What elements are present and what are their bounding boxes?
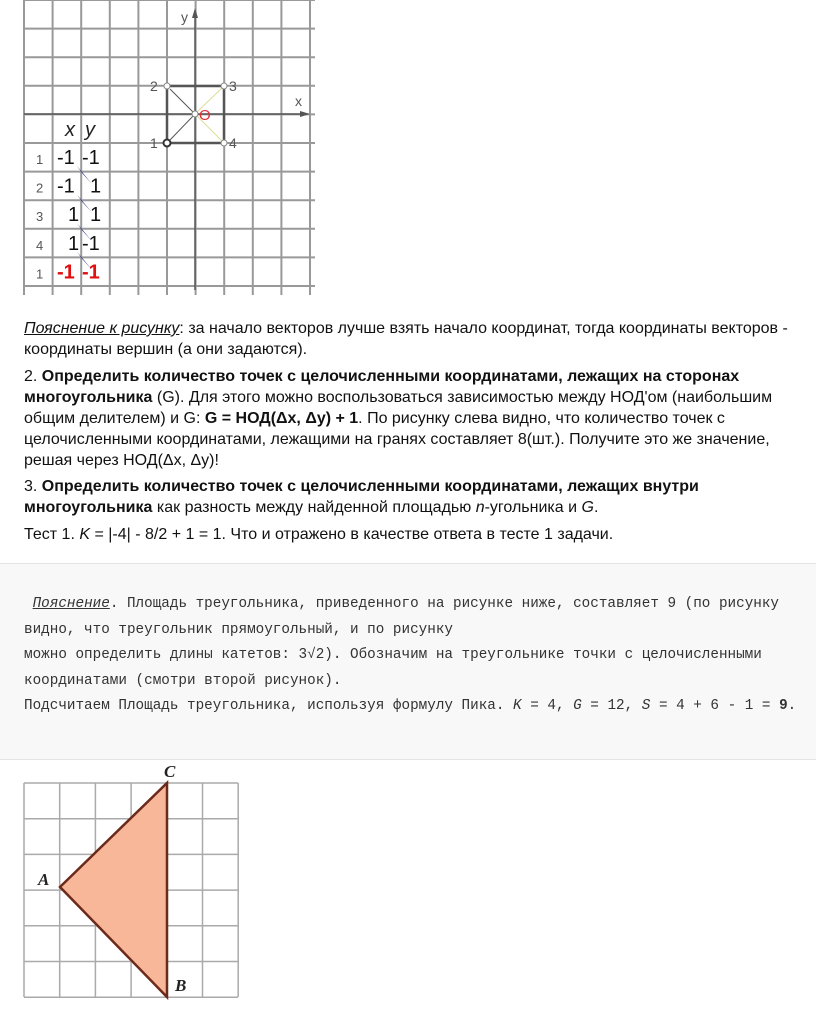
lead: Пояснение: [32, 596, 110, 612]
table-cell: -1: [82, 232, 100, 255]
x-label: x: [295, 93, 302, 109]
text: : за начало векторов лучше взять начало координат, тогда координаты векторов - координаты вершин (а они задаются).: [24, 320, 788, 358]
text: можно определить длины катетов: 3√2). Обозначим на треугольнике точки с целочисленными координатами (смотри второй рисунок).: [24, 647, 762, 689]
num: 2.: [24, 368, 42, 385]
var: G: [581, 499, 594, 516]
text: как разность между найденной площадью: [152, 499, 476, 516]
var: K: [79, 526, 91, 543]
vector-figure: [0, 0, 330, 300]
formula: G = НОД(Δx, Δy) + 1: [204, 410, 359, 427]
test-1: [24, 524, 794, 545]
table-cell: -1: [82, 261, 100, 284]
vertex-c-label: C: [164, 762, 176, 781]
origin-label: O: [199, 107, 211, 124]
text: .: [787, 698, 797, 714]
num: 3.: [24, 478, 42, 495]
table-cell: 1: [36, 266, 44, 282]
vertex-b-label: B: [175, 976, 187, 995]
y-label: y: [181, 9, 188, 25]
text: . По рисунку слева видно, что количество точек с целочисленными координатами, лежащими на гранях составляет 8(шт.). Получите это же значение, решая через НОД(Δx, Δy)!: [24, 410, 770, 469]
text: (G). Для этого можно воспользоваться зависимостью между НОД'ом (наибольшим общим делителем) и G:: [24, 389, 773, 427]
table-cell: -1: [57, 261, 75, 284]
table-cell: 2: [36, 180, 44, 196]
text: = 4 + 6 - 1 =: [650, 698, 780, 714]
table-cell: -1: [57, 147, 75, 169]
point-label: 2: [150, 78, 158, 94]
step-2: [24, 366, 794, 471]
triangle-figure: [0, 760, 260, 1022]
var: G: [573, 698, 582, 714]
figure-explanation: [24, 318, 794, 360]
table-cell: 1: [68, 232, 80, 255]
text: = 12,: [581, 698, 642, 714]
text: . Площадь треугольника, приведенного на рисунке ниже, составляет 9 (по рисунку видно, что треугольник прямоугольный, и по рисунку: [24, 596, 780, 638]
vertex-a-label: A: [38, 870, 50, 889]
text: .: [593, 499, 599, 516]
point-label: 3: [229, 78, 237, 94]
var: n: [475, 499, 485, 516]
bold: Определить количество точек с целочисленными координатами, лежащих внутри многоугольника: [24, 478, 699, 516]
var: K: [513, 698, 522, 714]
table-cell: -1: [82, 147, 100, 169]
bold: Определить количество точек с целочисленными координатами, лежащих на сторонах многоугольника: [24, 368, 740, 406]
table-cell: 1: [68, 204, 80, 227]
triangle: [60, 783, 167, 997]
text: = |-4| - 8/2 + 1 = 1. Что и отражено в качестве ответа в тесте 1 задачи.: [90, 526, 614, 543]
table-cell: -1: [57, 175, 75, 198]
answer: 9: [779, 698, 788, 714]
table-cell: 4: [36, 237, 44, 253]
table-header-x: x: [65, 119, 75, 141]
table-cell: 3: [36, 209, 44, 225]
table-cell: 1: [36, 152, 44, 167]
text: -угольника и: [484, 499, 582, 516]
text: Подсчитаем Площадь треугольника, используя формулу Пика.: [24, 698, 514, 714]
explanation-box: [0, 563, 816, 760]
table-header-y: y: [85, 119, 95, 141]
point-label: 1: [150, 135, 158, 151]
text: Тест 1.: [24, 526, 80, 543]
var: S: [641, 698, 651, 714]
point-label: 4: [229, 135, 237, 151]
table-cell: 1: [90, 175, 102, 198]
lead: Пояснение к рисунку: [24, 320, 180, 337]
table-cell: 1: [90, 204, 102, 227]
text: = 4,: [521, 698, 574, 714]
step-3: [24, 476, 794, 518]
